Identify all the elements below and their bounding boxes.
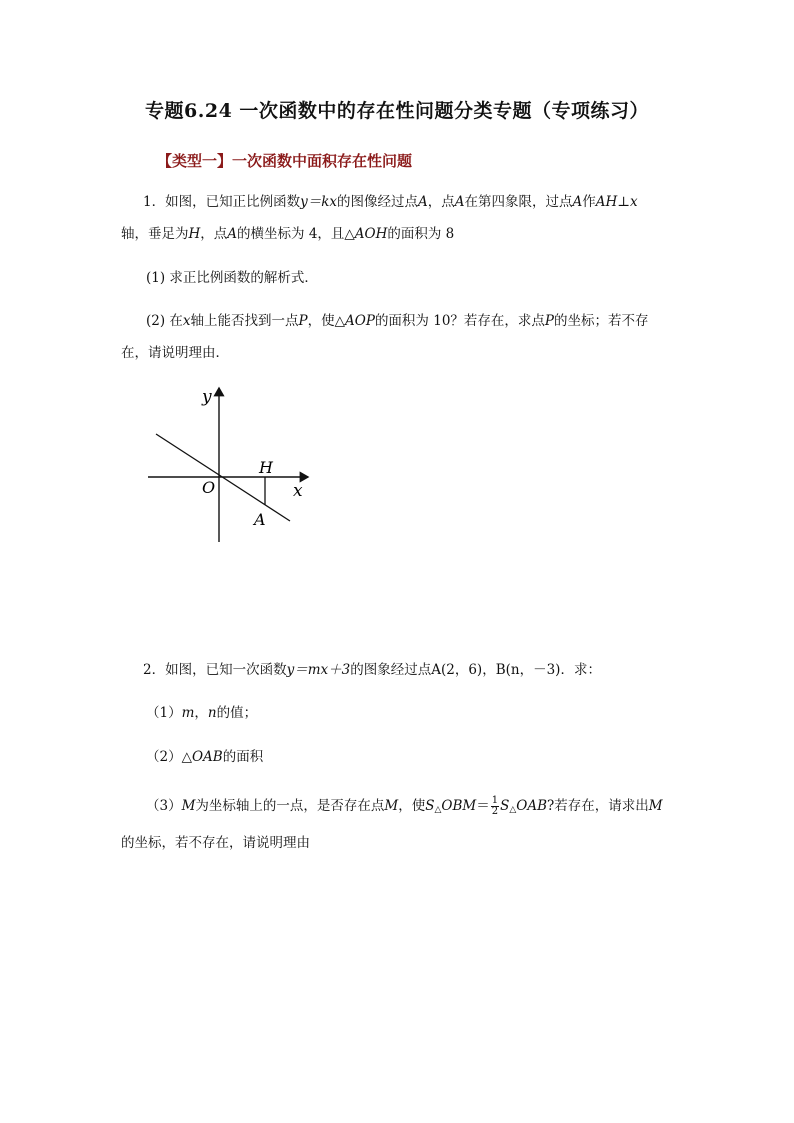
q1-line2: 轴，垂足为H，点A的横坐标为 4，且△AOH的面积为 8	[121, 226, 455, 242]
page-title: 专题6.24 一次函数中的存在性问题分类专题（专项练习）	[145, 100, 649, 122]
q2-part2: （2）△OAB的面积	[146, 749, 264, 765]
y-axis-label: y	[202, 387, 212, 407]
coordinate-figure	[140, 380, 330, 550]
q2-line1: 2．如图，已知一次函数y＝mx＋3的图象经过点A(2，6)，B(n，－3)．求：	[143, 662, 601, 678]
q1-line1: 1．如图，已知正比例函数y＝kx的图像经过点A，点A在第四象限，过点A作AH⊥x	[143, 194, 638, 210]
q2-part3-line1: （3）M为坐标轴上的一点，是否存在点M，使$S_\triangle OBM=$ $\frac{1}{2}$ $S_\triangle OAB$?若存在，请求出M	[146, 795, 663, 817]
q2-part3-line2: 的坐标，若不存在，请说明理由	[121, 835, 310, 851]
q2-part1: （1）m，n的值；	[146, 705, 258, 721]
section-heading: 【类型一】一次函数中面积存在性问题	[157, 152, 413, 170]
q1-part2-line1: (2) 在x轴上能否找到一点P，使△AOP的面积为 10？若存在，求点P的坐标；若不存	[146, 313, 649, 329]
point-a-label: A	[254, 510, 266, 529]
q1-part1: (1) 求正比例函数的解析式．	[146, 270, 318, 286]
q1-part2-line2: 在，请说明理由．	[121, 345, 229, 361]
origin-label: O	[202, 478, 216, 497]
x-axis-label: x	[293, 481, 303, 501]
point-h-label: H	[259, 458, 273, 477]
fraction-one-half: $\frac{1}{2}$	[491, 795, 499, 817]
